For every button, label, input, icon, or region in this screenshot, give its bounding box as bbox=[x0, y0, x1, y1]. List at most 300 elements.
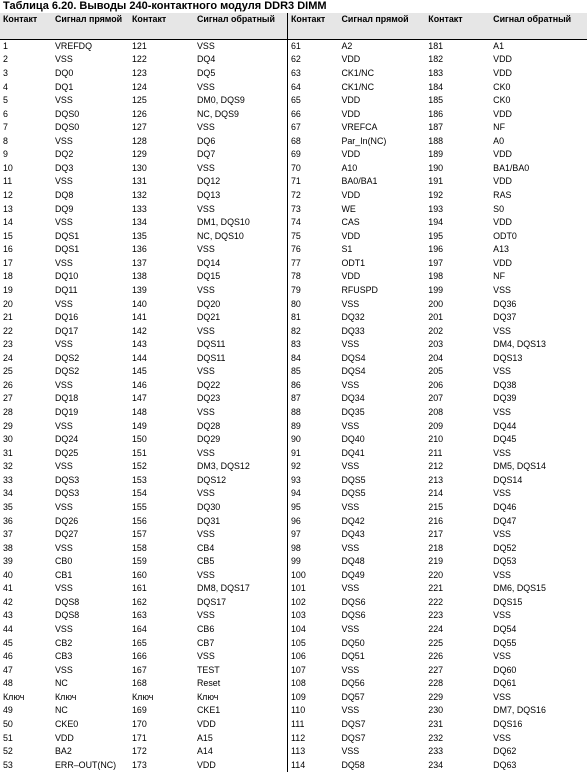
table-cell: DQ57 bbox=[341, 691, 365, 702]
table-cell: DM4, DQS13 bbox=[493, 339, 546, 350]
table-cell: DQS3 bbox=[55, 474, 80, 485]
table-cell: 29 bbox=[3, 420, 13, 431]
table-cell: 113 bbox=[291, 746, 306, 757]
table-cell: VSS bbox=[493, 325, 511, 336]
table-cell: VSS bbox=[341, 705, 360, 716]
table-cell: NC bbox=[55, 678, 68, 689]
table-cell: 86 bbox=[291, 379, 301, 390]
table-cell: VSS bbox=[197, 284, 215, 295]
table-cell: 27 bbox=[3, 393, 13, 404]
table-title: Таблица 6.20. Выводы 240-контактного модуля DDR3 DIMM bbox=[3, 0, 327, 12]
table-cell: 234 bbox=[428, 759, 444, 770]
table-cell: VSS bbox=[493, 284, 511, 295]
table-cell: 64 bbox=[291, 81, 301, 92]
table-cell: 138 bbox=[132, 271, 147, 282]
table-cell: 229 bbox=[428, 691, 444, 702]
table-cell: 101 bbox=[291, 583, 306, 594]
table-row bbox=[288, 745, 587, 759]
table-cell: DQS5 bbox=[341, 488, 366, 499]
table-cell: DM1, DQS10 bbox=[197, 217, 250, 228]
table-cell: DQ21 bbox=[197, 312, 221, 323]
table-cell: A2 bbox=[341, 40, 353, 51]
table-cell: Reset bbox=[197, 678, 221, 689]
table-cell: 218 bbox=[428, 542, 444, 553]
table-cell: DQ38 bbox=[493, 379, 517, 390]
table-cell: VSS bbox=[493, 732, 511, 743]
table-cell: 191 bbox=[428, 176, 444, 187]
table-row bbox=[0, 53, 287, 67]
table-row bbox=[288, 94, 587, 108]
table-cell: DQ36 bbox=[493, 298, 517, 309]
table-cell: 139 bbox=[132, 284, 147, 295]
table-row bbox=[288, 39, 587, 53]
table-cell: DQS0 bbox=[55, 122, 80, 133]
table-cell: VDD bbox=[341, 149, 361, 160]
table-cell: 154 bbox=[132, 488, 147, 499]
table-cell: DQ54 bbox=[493, 624, 517, 635]
table-cell: 134 bbox=[132, 217, 147, 228]
table-cell: DQ22 bbox=[197, 379, 221, 390]
table-cell: 87 bbox=[291, 393, 301, 404]
table-cell: DQ7 bbox=[197, 149, 216, 160]
table-cell: DQS13 bbox=[493, 352, 523, 363]
table-cell: VDD bbox=[197, 759, 216, 770]
table-cell: 227 bbox=[428, 664, 444, 675]
table-cell: 171 bbox=[132, 732, 147, 743]
table-cell: 140 bbox=[132, 298, 147, 309]
table-cell: DQS2 bbox=[55, 366, 80, 377]
table-cell: VDD bbox=[341, 95, 361, 106]
table-cell: 182 bbox=[428, 54, 444, 65]
table-cell: VSS bbox=[493, 610, 511, 621]
table-cell: RFUSPD bbox=[341, 284, 378, 295]
table-cell: DQ33 bbox=[341, 325, 365, 336]
table-cell: VSS bbox=[341, 664, 360, 675]
table-row bbox=[288, 731, 587, 745]
table-row bbox=[288, 433, 587, 447]
table-cell: 141 bbox=[132, 312, 147, 323]
table-row bbox=[0, 446, 287, 460]
table-cell: 34 bbox=[3, 488, 13, 499]
table-cell: VSS bbox=[197, 162, 215, 173]
table-cell: 8 bbox=[3, 135, 8, 146]
table-cell: DQ15 bbox=[197, 271, 221, 282]
table-cell: 228 bbox=[428, 678, 444, 689]
table-cell: VSS bbox=[197, 610, 215, 621]
table-row bbox=[288, 175, 587, 189]
table-cell: VSS bbox=[197, 203, 215, 214]
table-row bbox=[288, 162, 587, 176]
table-cell: VDD bbox=[493, 54, 512, 65]
table-cell: 67 bbox=[291, 122, 301, 133]
table-cell: 24 bbox=[3, 352, 13, 363]
table-cell: VDD bbox=[493, 108, 512, 119]
table-cell: 231 bbox=[428, 718, 444, 729]
table-cell: 130 bbox=[132, 162, 147, 173]
table-cell: 80 bbox=[291, 298, 301, 309]
table-cell: 102 bbox=[291, 596, 306, 607]
table-row bbox=[0, 189, 287, 203]
table-cell: VSS bbox=[55, 542, 73, 553]
table-cell: 104 bbox=[291, 624, 306, 635]
table-cell: 196 bbox=[428, 244, 444, 255]
table-cell: 99 bbox=[291, 556, 301, 567]
table-cell: DM3, DQS12 bbox=[197, 461, 250, 472]
table-cell: 107 bbox=[291, 664, 306, 675]
table-row bbox=[288, 474, 587, 488]
table-cell: 15 bbox=[3, 230, 13, 241]
table-row bbox=[0, 162, 287, 176]
table-cell: 112 bbox=[291, 732, 306, 743]
table-cell: DQS4 bbox=[341, 352, 366, 363]
table-cell: DQ32 bbox=[341, 312, 365, 323]
table-row bbox=[288, 202, 587, 216]
table-cell: 52 bbox=[3, 746, 13, 757]
table-cell: 230 bbox=[428, 705, 444, 716]
table-cell: 30 bbox=[3, 434, 13, 445]
table-cell: BA0/BA1 bbox=[341, 176, 378, 187]
table-cell: CB2 bbox=[55, 637, 73, 648]
table-cell: 203 bbox=[428, 339, 444, 350]
table-cell: 96 bbox=[291, 515, 301, 526]
table-cell: VSS bbox=[55, 624, 73, 635]
table-cell: 23 bbox=[3, 339, 13, 350]
table-cell: 143 bbox=[132, 339, 147, 350]
table-cell: VSS bbox=[55, 176, 73, 187]
table-row bbox=[0, 609, 287, 623]
table-row bbox=[288, 392, 587, 406]
table-cell: VSS bbox=[493, 529, 511, 540]
table-row bbox=[0, 474, 287, 488]
column-header: Сигнал прямой bbox=[341, 14, 409, 24]
table-cell: CB1 bbox=[55, 569, 73, 580]
table-cell: VSS bbox=[493, 488, 511, 499]
table-row bbox=[0, 541, 287, 555]
table-cell: 151 bbox=[132, 447, 147, 458]
table-cell: 223 bbox=[428, 610, 444, 621]
table-cell: DQ23 bbox=[197, 393, 221, 404]
table-cell: DQS0 bbox=[55, 108, 80, 119]
table-cell: DQ20 bbox=[197, 298, 221, 309]
table-cell: 133 bbox=[132, 203, 147, 214]
table-cell: VSS bbox=[55, 95, 73, 106]
table-cell: DQ29 bbox=[197, 434, 221, 445]
table-cell: VSS bbox=[493, 651, 511, 662]
table-cell: VSS bbox=[197, 325, 215, 336]
table-cell: DQ63 bbox=[493, 759, 517, 770]
table-cell: 114 bbox=[291, 759, 306, 770]
table-cell: ERR–OUT(NC) bbox=[55, 759, 117, 770]
table-cell: DQS1 bbox=[55, 230, 80, 241]
table-row bbox=[288, 596, 587, 610]
table-cell: 46 bbox=[3, 651, 13, 662]
table-cell: VSS bbox=[341, 583, 360, 594]
table-cell: NC, DQS10 bbox=[197, 230, 244, 241]
table-cell: 158 bbox=[132, 542, 147, 553]
table-row bbox=[288, 53, 587, 67]
table-cell: DQS11 bbox=[197, 352, 226, 363]
table-cell: A1 bbox=[493, 40, 505, 51]
table-cell: 26 bbox=[3, 379, 13, 390]
table-cell: A10 bbox=[341, 162, 358, 173]
table-cell: VDD bbox=[341, 271, 361, 282]
table-cell: DQ61 bbox=[493, 678, 517, 689]
table-cell: Par_In(NC) bbox=[341, 135, 387, 146]
table-cell: A13 bbox=[493, 244, 509, 255]
table-cell: VSS bbox=[55, 339, 73, 350]
table-row bbox=[0, 39, 287, 53]
table-row bbox=[288, 691, 587, 705]
table-cell: DQ56 bbox=[341, 678, 365, 689]
table-cell: TEST bbox=[197, 664, 220, 675]
table-cell: VSS bbox=[55, 501, 73, 512]
table-cell: 188 bbox=[428, 135, 444, 146]
table-cell: 9 bbox=[3, 149, 8, 160]
table-cell: VSS bbox=[55, 461, 73, 472]
table-cell: DQS11 bbox=[197, 339, 226, 350]
table-cell: 212 bbox=[428, 461, 444, 472]
table-cell: 184 bbox=[428, 81, 444, 92]
table-cell: VSS bbox=[197, 529, 215, 540]
table-cell: VSS bbox=[341, 339, 360, 350]
table-cell: VDD bbox=[341, 54, 361, 65]
table-cell: 185 bbox=[428, 95, 444, 106]
table-cell: 155 bbox=[132, 501, 147, 512]
table-cell: 108 bbox=[291, 678, 306, 689]
table-row bbox=[0, 501, 287, 515]
table-cell: 76 bbox=[291, 244, 301, 255]
table-cell: VSS bbox=[55, 257, 73, 268]
table-cell: 18 bbox=[3, 271, 13, 282]
table-row bbox=[0, 216, 287, 230]
table-cell: 148 bbox=[132, 407, 147, 418]
table-cell: 187 bbox=[428, 122, 444, 133]
table-cell: DQ53 bbox=[493, 556, 517, 567]
table-cell: 43 bbox=[3, 610, 13, 621]
table-cell: VDD bbox=[341, 190, 361, 201]
table-cell: 94 bbox=[291, 488, 301, 499]
table-cell: 206 bbox=[428, 379, 444, 390]
table-cell: 126 bbox=[132, 108, 147, 119]
table-cell: VREFCA bbox=[341, 122, 378, 133]
table-cell: VDD bbox=[341, 108, 361, 119]
table-cell: 69 bbox=[291, 149, 301, 160]
table-cell: NC, DQS9 bbox=[197, 108, 239, 119]
table-cell: 93 bbox=[291, 474, 301, 485]
table-cell: 216 bbox=[428, 515, 444, 526]
table-header-row bbox=[0, 13, 287, 39]
table-cell: DQ30 bbox=[197, 501, 221, 512]
table-cell: DQ11 bbox=[55, 284, 78, 295]
table-cell: 2 bbox=[3, 54, 8, 65]
table-cell: CB6 bbox=[197, 624, 215, 635]
table-cell: 91 bbox=[291, 447, 301, 458]
table-cell: 186 bbox=[428, 108, 444, 119]
table-row bbox=[0, 270, 287, 284]
table-row bbox=[0, 623, 287, 637]
table-cell: NC bbox=[55, 705, 68, 716]
table-cell: 202 bbox=[428, 325, 444, 336]
table-row bbox=[0, 636, 287, 650]
table-cell: DQ39 bbox=[493, 393, 517, 404]
table-row bbox=[288, 324, 587, 338]
table-cell: A0 bbox=[493, 135, 505, 146]
table-cell: VDD bbox=[493, 257, 512, 268]
table-cell: DQ6 bbox=[197, 135, 216, 146]
table-cell: 22 bbox=[3, 325, 13, 336]
table-cell: 181 bbox=[428, 40, 444, 51]
table-cell: DQ52 bbox=[493, 542, 517, 553]
table-cell: 25 bbox=[3, 366, 13, 377]
table-cell: VSS bbox=[197, 40, 215, 51]
table-cell: 95 bbox=[291, 501, 301, 512]
table-row bbox=[0, 514, 287, 528]
table-row bbox=[288, 189, 587, 203]
table-cell: CK1/NC bbox=[341, 81, 375, 92]
table-cell: 136 bbox=[132, 244, 147, 255]
table-cell: 163 bbox=[132, 610, 147, 621]
table-cell: VSS bbox=[197, 81, 215, 92]
table-cell: 123 bbox=[132, 67, 147, 78]
table-cell: 222 bbox=[428, 596, 444, 607]
table-row bbox=[0, 175, 287, 189]
table-cell: 89 bbox=[291, 420, 301, 431]
table-row bbox=[0, 758, 287, 772]
column-header: Контакт bbox=[428, 14, 463, 24]
table-row bbox=[288, 446, 587, 460]
table-cell: 164 bbox=[132, 624, 147, 635]
table-cell: 92 bbox=[291, 461, 301, 472]
table-row bbox=[0, 67, 287, 81]
table-cell: 44 bbox=[3, 624, 13, 635]
table-row bbox=[288, 623, 587, 637]
table-row bbox=[288, 107, 587, 121]
table-cell: 65 bbox=[291, 95, 301, 106]
table-cell: 159 bbox=[132, 556, 147, 567]
table-cell: 214 bbox=[428, 488, 444, 499]
table-row bbox=[0, 460, 287, 474]
table-row bbox=[288, 216, 587, 230]
table-row bbox=[0, 487, 287, 501]
table-cell: CB7 bbox=[197, 637, 215, 648]
table-cell: 73 bbox=[291, 203, 301, 214]
table-cell: DQS16 bbox=[493, 718, 523, 729]
table-row bbox=[288, 758, 587, 772]
table-row bbox=[288, 148, 587, 162]
table-cell: 14 bbox=[3, 217, 13, 228]
table-row bbox=[0, 663, 287, 677]
table-row bbox=[0, 528, 287, 542]
table-cell: VSS bbox=[341, 420, 360, 431]
table-row bbox=[288, 229, 587, 243]
table-row bbox=[0, 582, 287, 596]
table-row bbox=[0, 297, 287, 311]
pinout-table-left bbox=[0, 13, 287, 772]
table-cell: 110 bbox=[291, 705, 306, 716]
table-cell: 207 bbox=[428, 393, 444, 404]
table-cell: 109 bbox=[291, 691, 306, 702]
table-cell: 3 bbox=[3, 67, 8, 78]
column-header: Контакт bbox=[291, 14, 326, 24]
table-cell: 1 bbox=[3, 40, 8, 51]
table-cell: DQ2 bbox=[55, 149, 74, 160]
table-row bbox=[0, 704, 287, 718]
table-cell: Ключ bbox=[197, 691, 219, 702]
table-cell: 35 bbox=[3, 501, 13, 512]
table-cell: 217 bbox=[428, 529, 444, 540]
column-header: Сигнал обратный bbox=[493, 14, 572, 24]
table-cell: 166 bbox=[132, 651, 147, 662]
table-cell: VSS bbox=[55, 583, 73, 594]
table-cell: 62 bbox=[291, 54, 301, 65]
table-cell: 90 bbox=[291, 434, 301, 445]
table-cell: 167 bbox=[132, 664, 147, 675]
table-row bbox=[288, 528, 587, 542]
table-cell: 149 bbox=[132, 420, 147, 431]
table-cell: 210 bbox=[428, 434, 444, 445]
table-cell: DQ8 bbox=[55, 190, 74, 201]
table-cell: DQ10 bbox=[55, 271, 79, 282]
table-cell: 226 bbox=[428, 651, 444, 662]
table-cell: 209 bbox=[428, 420, 444, 431]
table-cell: DQ60 bbox=[493, 664, 517, 675]
table-cell: DQS2 bbox=[55, 352, 80, 363]
table-cell: 183 bbox=[428, 67, 444, 78]
table-cell: Ключ bbox=[55, 691, 77, 702]
table-cell: 145 bbox=[132, 366, 147, 377]
table-row bbox=[0, 677, 287, 691]
table-cell: 132 bbox=[132, 190, 147, 201]
table-cell: 31 bbox=[3, 447, 13, 458]
table-cell: 125 bbox=[132, 95, 147, 106]
table-cell: DQ13 bbox=[197, 190, 221, 201]
table-cell: 213 bbox=[428, 474, 444, 485]
table-cell: VDD bbox=[493, 217, 512, 228]
table-cell: 36 bbox=[3, 515, 13, 526]
table-cell: VSS bbox=[197, 407, 215, 418]
table-cell: 63 bbox=[291, 67, 301, 78]
table-cell: S0 bbox=[493, 203, 505, 214]
table-cell: 13 bbox=[3, 203, 13, 214]
table-cell: 103 bbox=[291, 610, 306, 621]
table-row bbox=[288, 257, 587, 271]
table-cell: VSS bbox=[341, 501, 360, 512]
table-cell: DQ17 bbox=[55, 325, 79, 336]
table-row bbox=[288, 311, 587, 325]
table-row bbox=[0, 650, 287, 664]
table-cell: DQS15 bbox=[493, 596, 523, 607]
table-cell: 97 bbox=[291, 529, 301, 540]
table-cell: 48 bbox=[3, 678, 13, 689]
table-cell: VDD bbox=[55, 732, 74, 743]
table-cell: VSS bbox=[341, 379, 360, 390]
table-cell: VSS bbox=[493, 447, 511, 458]
table-row bbox=[0, 121, 287, 135]
table-cell: 195 bbox=[428, 230, 444, 241]
table-cell: 74 bbox=[291, 217, 301, 228]
table-cell: 162 bbox=[132, 596, 147, 607]
table-cell: 66 bbox=[291, 108, 301, 119]
table-cell: VREFDQ bbox=[55, 40, 92, 51]
table-cell: 137 bbox=[132, 257, 147, 268]
table-cell: 190 bbox=[428, 162, 444, 173]
table-row bbox=[288, 704, 587, 718]
table-cell: 70 bbox=[291, 162, 301, 173]
table-cell: VSS bbox=[341, 746, 360, 757]
table-cell: Ключ bbox=[3, 691, 25, 702]
column-header: Контакт bbox=[3, 14, 38, 24]
column-header: Сигнал прямой bbox=[55, 14, 123, 24]
